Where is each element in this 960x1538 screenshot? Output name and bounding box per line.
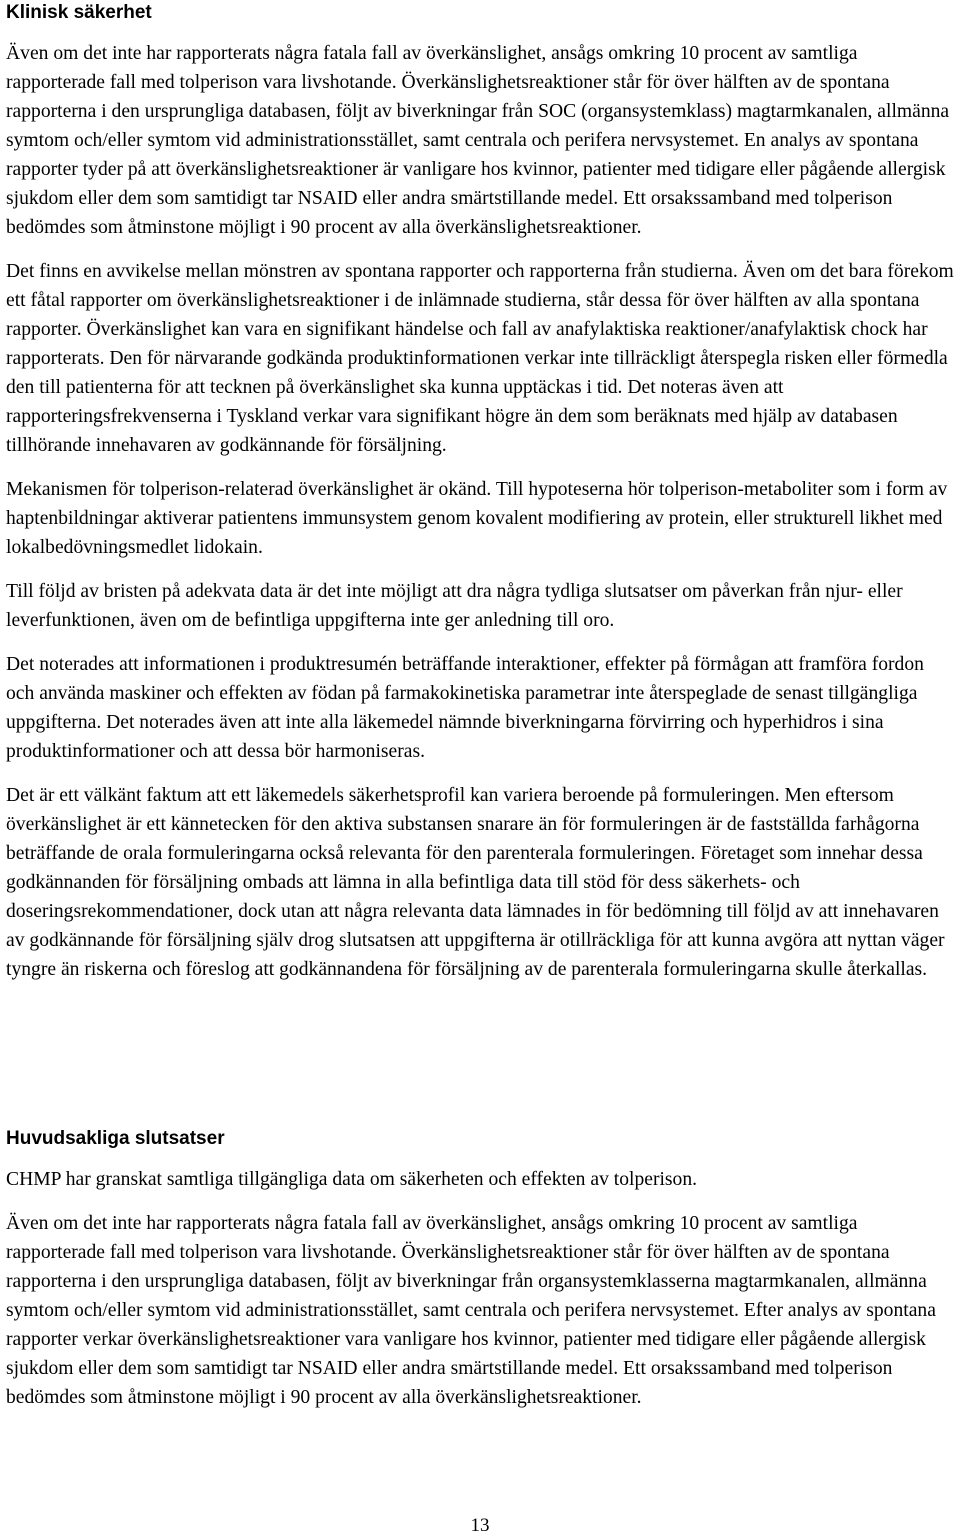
paragraph: CHMP har granskat samtliga tillgängliga data om säkerheten och effekten av tolperison. bbox=[6, 1169, 698, 1190]
page-number: 13 bbox=[470, 1515, 490, 1536]
paragraph: Även om det inte har rapporterats några fatala fall av överkänslighet, ansågs omkring 10 procent av samtliga rapporterade fall med tolperison vara livshotande. Överkänslighetsreaktioner står för över hälften av de spontana rapporterna i den ursprungliga databasen, följt av biverkningar från SOC (organsystemklass) magtarmkanalen, allmänna symtom och/eller symtom vid administrationsstället, samt centrala och perifera nervsystemet. En analys av spontana rapporter tyder på att överkänslighetsreaktioner är vanligare hos kvinnor, patienter med tidigare eller pågående allergisk sjukdom eller dem som samtidigt tar NSAID eller andra smärtstillande medel. Ett orsakssamband med tolperison bedömdes som åtminstone möjligt i 90 procent av alla överkänslighetsreaktioner. bbox=[6, 43, 950, 238]
paragraph: Till följd av bristen på adekvata data är det inte möjligt att dra några tydliga slutsatser om påverkan från njur- eller leverfunktionen, även om de befintliga uppgifterna inte ger anledning till oro. bbox=[6, 581, 903, 631]
paragraph: Det är ett välkänt faktum att ett läkemedels säkerhetsprofil kan variera beroende på formuleringen. Men eftersom överkänslighet är ett kännetecken för den aktiva substansen snarare än för formuleringen är de fastställda farhågorna beträffande de orala formuleringarna också relevanta för den parenterala formuleringen. Företaget som innehar dessa godkännanden för försäljning ombads att lämna in alla befintliga data till stöd för dess säkerhets- och doseringsrekommendationer, dock utan att några relevanta data lämnades in för bedömning till följd av att innehavaren av godkännande för försäljning själv drog slutsatsen att uppgifterna är otillräckliga för att kunna avgöra att nyttan väger tyngre än riskerna och föreslog att godkännandena för försäljning av de parenterala formuleringarna skulle återkallas. bbox=[6, 785, 945, 980]
document-page bbox=[6, 0, 954, 1538]
paragraph: Det noterades att informationen i produktresumén beträffande interaktioner, effekter på förmågan att framföra fordon och använda maskiner och effekten av födan på farmakokinetiska parametrar inte återspeglade de senast tillgängliga uppgifterna. Det noterades även att inte alla läkemedel nämnde biverkningarna förvirring och hyperhidros i sina produktinformationer och att dessa bör harmoniseras. bbox=[6, 654, 924, 762]
section-body-clinical-safety bbox=[6, 39, 956, 999]
section-heading-main-conclusions: Huvudsakliga slutsatser bbox=[6, 1128, 225, 1149]
paragraph: Även om det inte har rapporterats några fatala fall av överkänslighet, ansågs omkring 10 procent av samtliga rapporterade fall med tolperison vara livshotande. Överkänslighetsreaktioner står för över hälften av de spontana rapporterna i den ursprungliga databasen, följt av biverkningar från organsystemklasserna magtarmkanalen, allmänna symtom och/eller symtom vid administrationsstället, samt centrala och perifera nervsystemet. Efter analys av spontana rapporter verkar överkänslighetsreaktioner vara vanligare hos kvinnor, patienter med tidigare eller pågående allergisk sjukdom eller dem som samtidigt tar NSAID eller andra smärtstillande medel. Ett orsakssamband med tolperison bedömdes som åtminstone möjligt i 90 procent av alla överkänslighetsreaktioner. bbox=[6, 1213, 936, 1408]
section-body-main-conclusions bbox=[6, 1165, 956, 1427]
section-heading-clinical-safety: Klinisk säkerhet bbox=[6, 2, 152, 23]
paragraph: Det finns en avvikelse mellan mönstren av spontana rapporter och rapporterna från studierna. Även om det bara förekom ett fåtal rapporter om överkänslighetsreaktioner i de inlämnade studierna, står dessa för över hälften av alla spontana rapporter. Överkänslighet kan vara en signifikant händelse och fall av anafylaktiska reaktioner/anafylaktisk chock har rapporterats. Den för närvarande godkända produktinformationen verkar inte tillräckligt återspegla risken eller förmedla den till patienterna för att tecknen på överkänslighet ska kunna upptäckas i tid. Det noteras även att rapporteringsfrekvenserna i Tyskland verkar vara signifikant högre än dem som beräknats med hjälp av databasen tillhörande innehavaren av godkännande för försäljning. bbox=[6, 261, 954, 456]
paragraph: Mekanismen för tolperison-relaterad överkänslighet är okänd. Till hypoteserna hör tolperison-metaboliter som i form av haptenbildningar aktiverar patientens immunsystem genom kovalent modifiering av protein, eller strukturell likhet med lokalbedövningsmedlet lidokain. bbox=[6, 479, 948, 558]
